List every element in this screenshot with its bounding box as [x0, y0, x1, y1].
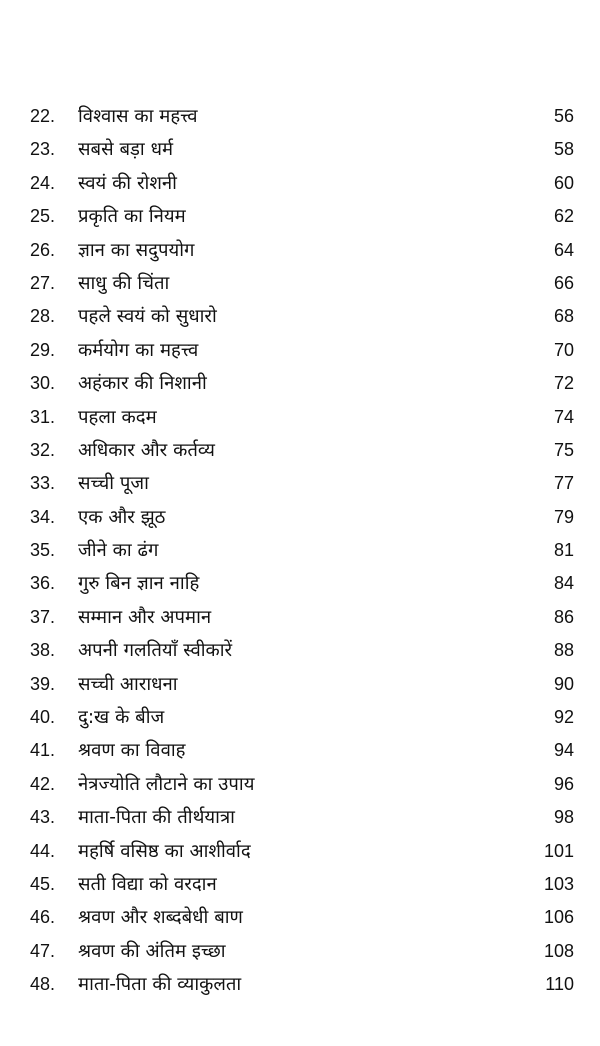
toc-entry [0, 300, 600, 333]
entry-title: साधु की चिंता [78, 272, 170, 294]
entry-number: 38. [30, 640, 56, 661]
entry-title: श्रवण की अंतिम इच्छा [78, 940, 226, 962]
entry-title: विश्वास का महत्त्व [78, 106, 198, 127]
toc-entry [0, 133, 600, 166]
entry-number: 31. [30, 406, 56, 427]
entry-number: 42. [30, 773, 56, 794]
toc-entry [0, 200, 600, 233]
toc-entry [0, 668, 600, 701]
toc-entry [0, 267, 600, 300]
toc-entry [0, 234, 600, 267]
entry-title: सती विद्या को वरदान [78, 873, 217, 895]
entry-page-number: 64 [553, 239, 574, 260]
entry-page-number: 86 [553, 606, 574, 627]
toc-entry [0, 567, 600, 600]
entry-title: स्वयं की रोशनी [78, 172, 177, 194]
entry-number: 37. [30, 606, 56, 627]
entry-title: श्रवण और शब्दबेधी बाण [78, 907, 243, 929]
entry-number: 29. [30, 339, 56, 360]
entry-page-number: 81 [553, 540, 574, 561]
entry-page-number: 70 [553, 339, 574, 360]
toc-entry [0, 634, 600, 667]
toc-entry [0, 868, 600, 901]
entry-page-number: 110 [545, 974, 574, 995]
entry-title: पहले स्वयं को सुधारो [78, 306, 217, 328]
entry-title: ज्ञान का सदुपयोग [78, 239, 195, 261]
entry-page-number: 88 [553, 640, 574, 661]
entry-page-number: 77 [553, 473, 574, 494]
entry-title: प्रकृति का नियम [78, 206, 186, 228]
toc-entry [0, 701, 600, 734]
entry-title: सच्ची पूजा [78, 473, 149, 495]
toc-entry [0, 367, 600, 400]
entry-title: कर्मयोग का महत्त्व [78, 339, 199, 361]
entry-number: 40. [30, 707, 56, 728]
entry-page-number: 103 [543, 873, 574, 894]
toc-entry [0, 167, 600, 200]
entry-page-number: 75 [553, 439, 574, 460]
toc-entry [0, 935, 600, 968]
entry-page-number: 62 [553, 206, 574, 227]
entry-title: दु:ख के बीज [78, 707, 165, 729]
entry-page-number: 96 [553, 773, 574, 794]
entry-page-number: 74 [553, 406, 574, 427]
toc-entry [0, 534, 600, 567]
entry-number: 28. [30, 306, 56, 327]
entry-number: 45. [30, 873, 56, 894]
entry-number: 27. [30, 272, 56, 293]
toc-entry [0, 734, 600, 767]
toc-entry [0, 334, 600, 367]
toc-entry [0, 601, 600, 634]
entry-title: सच्ची आराधना [78, 673, 178, 695]
entry-title: गुरु बिन ज्ञान नाहि [78, 573, 200, 595]
entry-page-number: 56 [553, 106, 574, 126]
entry-number: 23. [30, 139, 56, 160]
entry-title: महर्षि वसिष्ठ का आशीर्वाद [78, 840, 251, 862]
entry-page-number: 60 [553, 172, 574, 193]
entry-title: नेत्रज्योति लौटाने का उपाय [78, 773, 255, 795]
toc-entry [0, 501, 600, 534]
entry-title: सबसे बड़ा धर्म [78, 139, 174, 161]
entry-number: 24. [30, 172, 56, 193]
table-of-contents [0, 100, 600, 1002]
entry-number: 41. [30, 740, 56, 761]
entry-number: 46. [30, 907, 56, 928]
entry-title: माता-पिता की व्याकुलता [78, 974, 242, 996]
entry-number: 25. [30, 206, 56, 227]
entry-number: 35. [30, 540, 56, 561]
entry-page-number: 106 [543, 907, 574, 928]
toc-entry [0, 467, 600, 500]
entry-page-number: 92 [553, 707, 574, 728]
entry-number: 47. [30, 940, 56, 961]
entry-number: 44. [30, 840, 56, 861]
toc-entry [0, 835, 600, 868]
toc-entry [0, 100, 600, 133]
entry-title: अधिकार और कर्तव्य [78, 439, 215, 461]
toc-entry [0, 768, 600, 801]
entry-number: 33. [30, 473, 56, 494]
toc-entry [0, 801, 600, 834]
entry-page-number: 84 [553, 573, 574, 594]
entry-number: 26. [30, 239, 56, 260]
entry-page-number: 108 [543, 940, 574, 961]
entry-number: 39. [30, 673, 56, 694]
entry-number: 30. [30, 373, 56, 394]
entry-number: 22. [30, 106, 56, 126]
entry-number: 32. [30, 439, 56, 460]
entry-title: श्रवण का विवाह [78, 740, 186, 762]
toc-entry [0, 968, 600, 1001]
entry-page-number: 101 [543, 840, 574, 861]
entry-page-number: 66 [553, 272, 574, 293]
entry-page-number: 94 [553, 740, 574, 761]
entry-title: जीने का ढंग [78, 540, 159, 562]
entry-page-number: 98 [553, 807, 574, 828]
entry-page-number: 79 [553, 506, 574, 527]
toc-entry [0, 901, 600, 934]
entry-page-number: 58 [553, 139, 574, 160]
toc-entry [0, 434, 600, 467]
entry-number: 43. [30, 807, 56, 828]
toc-entry [0, 401, 600, 434]
entry-page-number: 68 [553, 306, 574, 327]
entry-page-number: 90 [553, 673, 574, 694]
entry-title: अहंकार की निशानी [78, 373, 207, 395]
entry-number: 34. [30, 506, 56, 527]
entry-title: अपनी गलतियाँ स्वीकारें [78, 640, 233, 662]
entry-title: सम्मान और अपमान [78, 606, 212, 628]
entry-number: 48. [30, 974, 56, 995]
entry-number: 36. [30, 573, 56, 594]
entry-title: पहला कदम [78, 406, 157, 428]
entry-title: माता-पिता की तीर्थयात्रा [78, 807, 235, 829]
entry-title: एक और झूठ [78, 506, 166, 528]
entry-page-number: 72 [553, 373, 574, 394]
